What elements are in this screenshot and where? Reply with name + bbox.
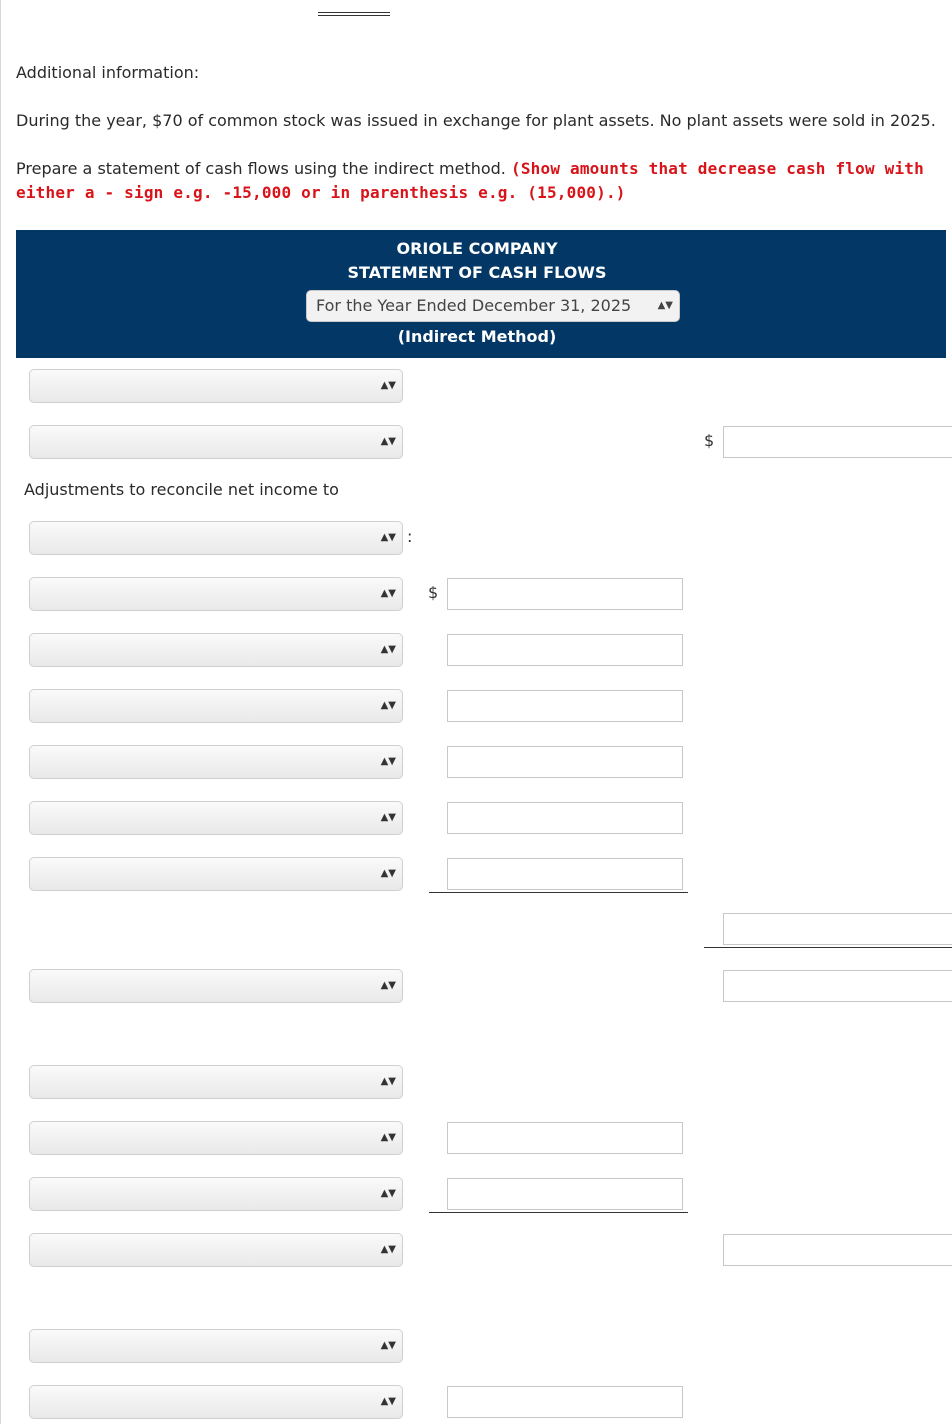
- adjustment-amount-input-3[interactable]: [447, 690, 683, 722]
- additional-info-note: During the year, $70 of common stock was issued in exchange for plant assets. No plant assets were sold in 2025.: [16, 111, 936, 130]
- net-income-amount-input[interactable]: [723, 426, 952, 458]
- adjustments-label: Adjustments to reconcile net income to: [24, 480, 339, 499]
- adjustment-amount-input-6[interactable]: [447, 858, 683, 890]
- row-select-6[interactable]: [29, 689, 403, 723]
- row-select-7[interactable]: [29, 745, 403, 779]
- updown-arrow-icon: ▲▼: [380, 1244, 396, 1255]
- left-border: [0, 0, 1, 1424]
- row-select-12[interactable]: [29, 1121, 403, 1155]
- investing-total-input[interactable]: [723, 1234, 952, 1266]
- updown-arrow-icon: ▲▼: [380, 980, 396, 991]
- updown-arrow-icon: ▲▼: [380, 644, 396, 655]
- additional-info-heading: Additional information:: [16, 63, 200, 82]
- adjustment-amount-input-5[interactable]: [447, 802, 683, 834]
- row-select-3[interactable]: [29, 521, 403, 555]
- row-select-16[interactable]: [29, 1385, 403, 1419]
- updown-arrow-icon: ▲▼: [380, 1340, 396, 1351]
- prior-total-double-underline: [318, 15, 390, 16]
- method-label: (Indirect Method): [397, 327, 557, 346]
- adjustment-amount-input-4[interactable]: [447, 746, 683, 778]
- updown-arrow-icon: ▲▼: [380, 1188, 396, 1199]
- total-underline: [704, 947, 952, 948]
- prior-total-underline: [318, 12, 390, 13]
- dollar-sign: $: [704, 431, 715, 450]
- instruction-text: Prepare a statement of cash flows using the indirect method.: [16, 159, 506, 178]
- row-select-1[interactable]: [29, 369, 403, 403]
- row-select-10[interactable]: [29, 969, 403, 1003]
- row-select-4[interactable]: [29, 577, 403, 611]
- row-select-14[interactable]: [29, 1233, 403, 1267]
- row-select-9[interactable]: [29, 857, 403, 891]
- row-select-8[interactable]: [29, 801, 403, 835]
- adjustments-total-input[interactable]: [723, 913, 952, 945]
- updown-arrow-icon: ▲▼: [380, 532, 396, 543]
- updown-arrow-icon: ▲▼: [380, 756, 396, 767]
- instruction-line-1: [16, 157, 924, 181]
- subtotal-underline: [429, 892, 688, 893]
- updown-arrow-icon: ▲▼: [657, 300, 673, 311]
- updown-arrow-icon: ▲▼: [380, 1076, 396, 1087]
- period-value: For the Year Ended December 31, 2025: [316, 296, 632, 315]
- row-select-5[interactable]: [29, 633, 403, 667]
- company-name: ORIOLE COMPANY: [396, 239, 558, 258]
- updown-arrow-icon: ▲▼: [380, 588, 396, 599]
- investing-amount-input-2[interactable]: [447, 1178, 683, 1210]
- dollar-sign: $: [428, 583, 439, 602]
- updown-arrow-icon: ▲▼: [380, 1396, 396, 1407]
- statement-title: STATEMENT OF CASH FLOWS: [347, 263, 607, 282]
- financing-amount-input-1[interactable]: [447, 1386, 683, 1418]
- operating-total-input[interactable]: [723, 970, 952, 1002]
- updown-arrow-icon: ▲▼: [380, 380, 396, 391]
- period-select[interactable]: [306, 290, 680, 322]
- instruction-red-2: either a - sign e.g. -15,000 or in parenthesis e.g. (15,000).): [16, 183, 626, 202]
- row-select-2[interactable]: [29, 425, 403, 459]
- updown-arrow-icon: ▲▼: [380, 1132, 396, 1143]
- row-select-11[interactable]: [29, 1065, 403, 1099]
- investing-underline: [429, 1212, 688, 1213]
- instruction-red-1: (Show amounts that decrease cash flow with: [510, 159, 924, 178]
- investing-amount-input-1[interactable]: [447, 1122, 683, 1154]
- adjustment-amount-input-1[interactable]: [447, 578, 683, 610]
- adjustment-amount-input-2[interactable]: [447, 634, 683, 666]
- row-select-13[interactable]: [29, 1177, 403, 1211]
- colon-label: :: [407, 527, 413, 546]
- updown-arrow-icon: ▲▼: [380, 700, 396, 711]
- updown-arrow-icon: ▲▼: [380, 812, 396, 823]
- updown-arrow-icon: ▲▼: [380, 436, 396, 447]
- row-select-15[interactable]: [29, 1329, 403, 1363]
- updown-arrow-icon: ▲▼: [380, 868, 396, 879]
